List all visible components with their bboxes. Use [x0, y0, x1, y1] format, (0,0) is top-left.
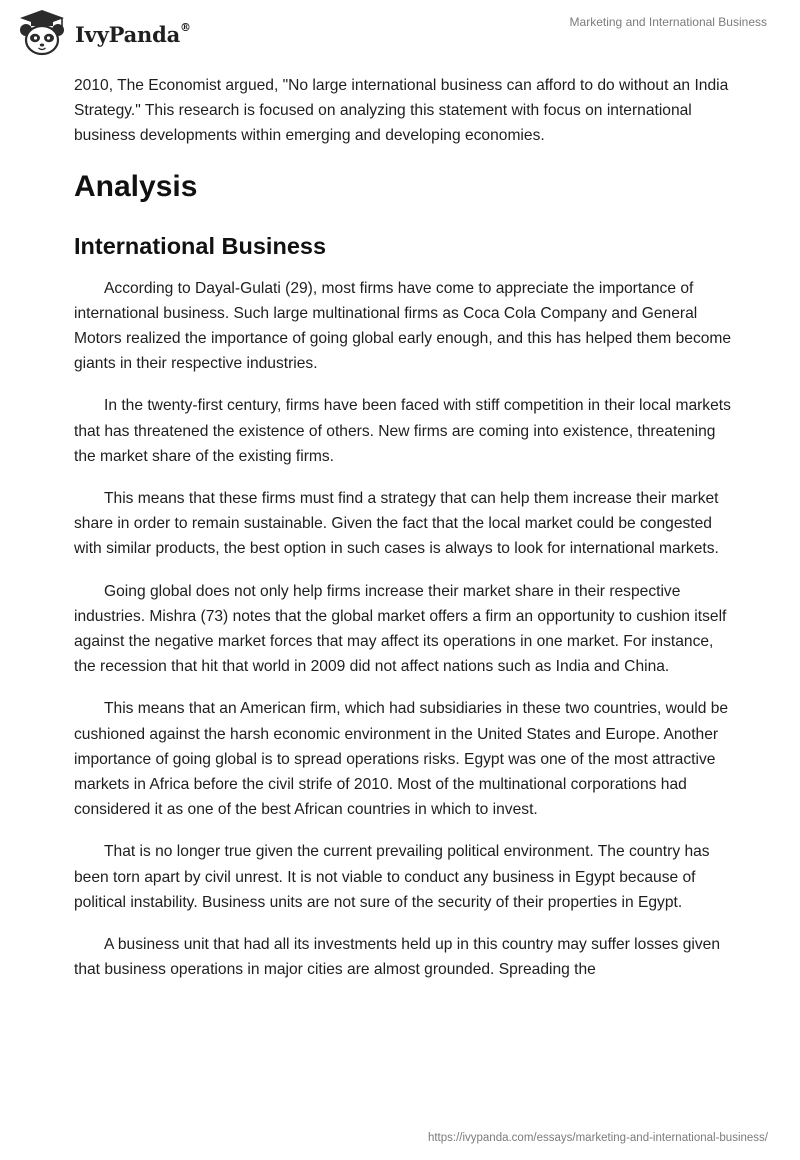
document-title: Marketing and International Business: [569, 15, 767, 29]
body-paragraph: In the twenty-first century, firms have been faced with stiff competition in their local markets that has threatened the existence of others. New firms are coming into existence, threatening the market share of the existing firms.: [74, 397, 731, 465]
logo[interactable]: [14, 8, 191, 58]
body-paragraph: This means that these firms must find a strategy that can help them increase their market share in order to remain sustainable. Given the fact that the local market could be congested with similar products, the best option in such cases is always to look for international markets.: [74, 490, 719, 558]
page-header: [0, 0, 800, 70]
panda-graduate-icon: [14, 8, 70, 58]
body-paragraph: Going global does not only help firms increase their market share in their respective industries. Mishra (73) notes that the global market offers a firm an opportunity to cushion itself against the negative market forces that may affect its operations in one market. For instance, the recession that hit that world in 2009 did not affect nations such as India and China.: [74, 582, 727, 676]
body-paragraph: This means that an American firm, which had subsidiaries in these two countries, would be cushioned against the harsh economic environment in the United States and Europe. Another importance of going global is to spread operations risks. Egypt was one of the most attractive markets in Africa before the civil strife of 2010. Most of the multinational corporations had considered it as one of the best African countries in which to invest.: [74, 700, 729, 819]
section-heading-analysis: Analysis: [74, 169, 198, 203]
body-paragraph: That is no longer true given the current prevailing political environment. The country has been torn apart by civil unrest. It is not viable to conduct any business in Egypt because of political instability. Business units are not sure of the security of their properties in Egypt.: [74, 843, 710, 911]
essay-body: [74, 73, 734, 999]
registered-mark: ®: [180, 20, 191, 34]
subsection-heading-international-business: International Business: [74, 232, 327, 259]
intro-paragraph: 2010, The Economist argued, "No large international business can afford to do without an India Strategy." This research is focused on analyzing this statement with focus on international business developments within emerging and developing economies.: [74, 77, 729, 145]
body-paragraph: According to Dayal-Gulati (29), most firms have come to appreciate the importance of international business. Such large multinational firms as Coca Cola Company and General Motors realized the importance of going global early enough, and this has helped them become giants in their respective industries.: [74, 279, 732, 373]
footer-url-link[interactable]: https://ivypanda.com/essays/marketing-and-international-business/: [427, 1132, 768, 1144]
body-paragraph: A business unit that had all its investments held up in this country may suffer losses given that business operations in major cities are almost grounded. Spreading the: [74, 936, 720, 979]
logo-text: IvyPanda®: [75, 20, 191, 47]
